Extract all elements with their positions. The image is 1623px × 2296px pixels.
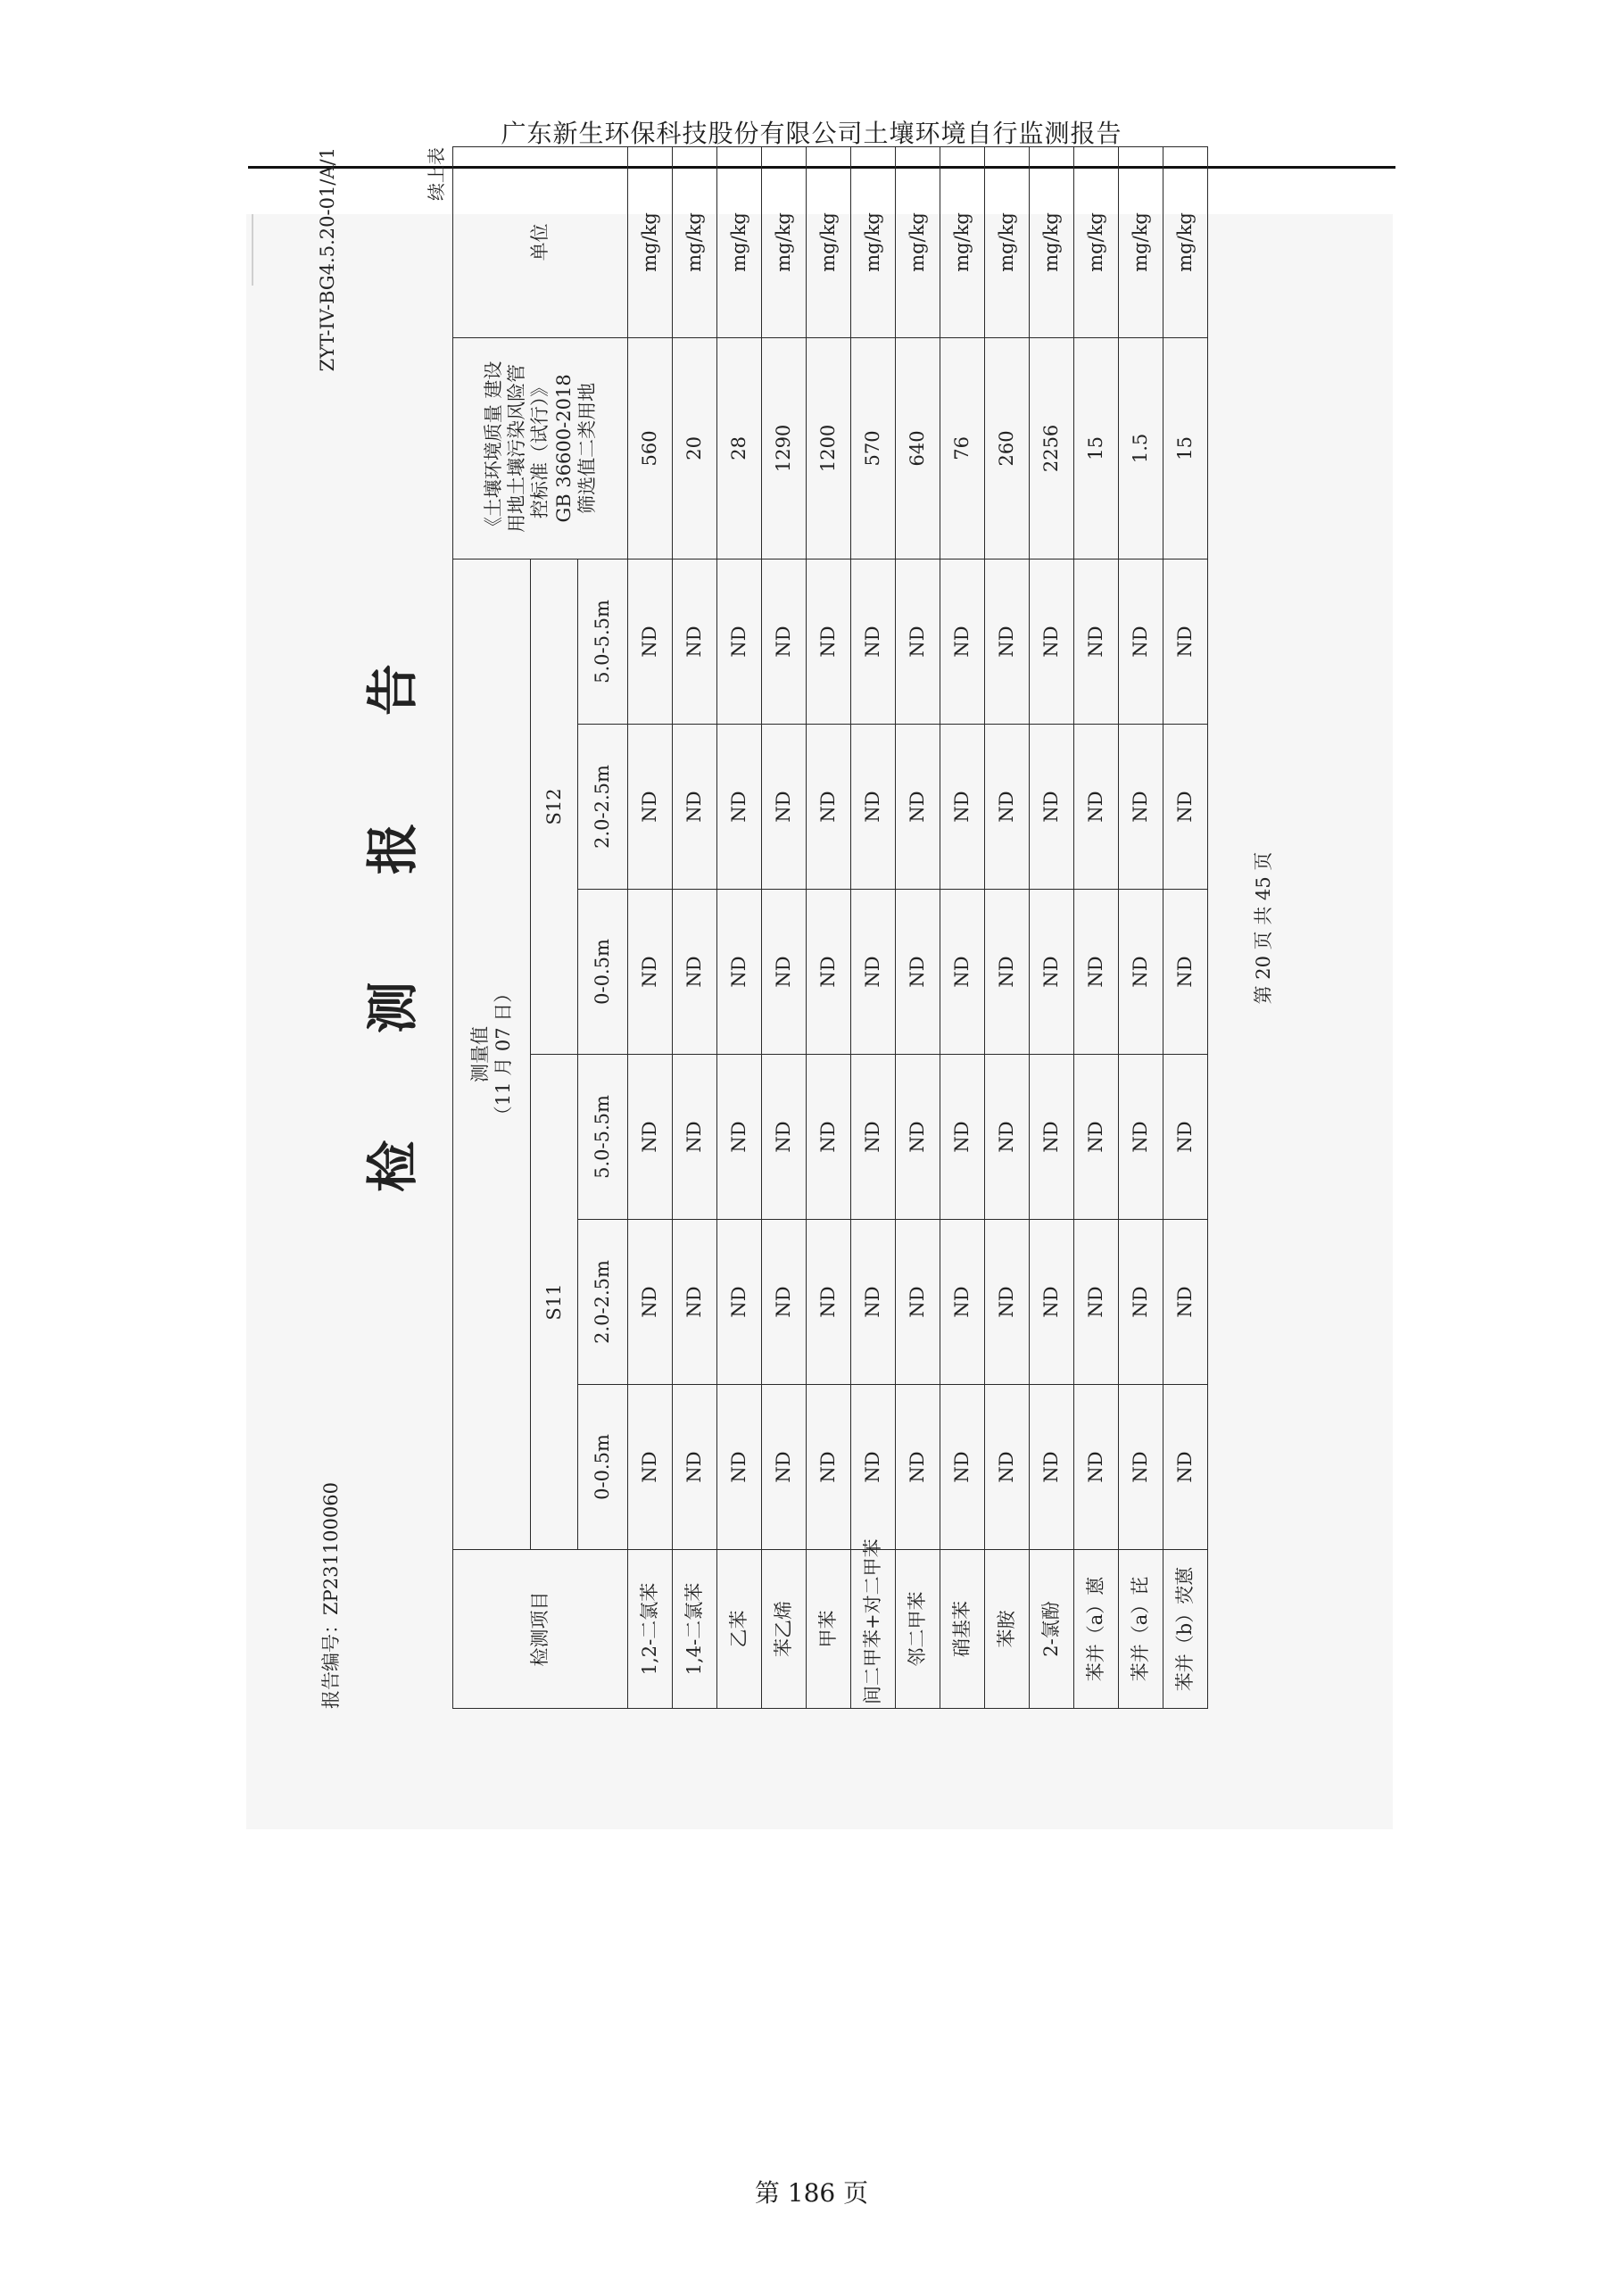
cell-value: ND (1119, 890, 1163, 1055)
header-measured-label: 测量值 (468, 1025, 491, 1082)
header-depth: 2.0-2.5m (578, 725, 628, 890)
header-depth: 0-0.5m (578, 890, 628, 1055)
header-measured (453, 559, 531, 1549)
page-header-title: 广东新生环保科技股份有限公司土壤环境自行监测报告 (501, 119, 1122, 148)
cell-value: ND (673, 1385, 717, 1550)
cell-value: ND (717, 1055, 762, 1220)
cell-item: 苯并（a）芘 (1119, 1550, 1163, 1709)
cell-value: ND (896, 1385, 940, 1550)
cell-value: ND (1074, 1220, 1119, 1385)
cell-unit: mg/kg (1030, 146, 1074, 337)
cell-standard: 570 (851, 337, 896, 559)
report-number: 报告编号：ZP231100060 (320, 1482, 342, 1709)
cell-standard: 76 (940, 337, 985, 559)
cell-value: ND (1163, 1385, 1208, 1550)
continued-note: 续上表 (426, 147, 447, 201)
cell-value: ND (985, 1385, 1030, 1550)
cell-standard: 20 (673, 337, 717, 559)
cell-value: ND (762, 725, 807, 890)
standard-line: 用地土壤污染风险管 (506, 363, 528, 533)
cell-value: ND (1074, 1055, 1119, 1220)
cell-value: ND (762, 1385, 807, 1550)
cell-unit: mg/kg (1163, 146, 1208, 337)
cell-value: ND (807, 559, 851, 724)
cell-value: ND (896, 1220, 940, 1385)
cell-item: 苯胺 (985, 1550, 1030, 1709)
cell-value: ND (1074, 1385, 1119, 1550)
cell-standard: 1.5 (1119, 337, 1163, 559)
cell-value: ND (1163, 725, 1208, 890)
cell-value: ND (1074, 890, 1119, 1055)
header-depth: 5.0-5.5m (578, 1055, 628, 1220)
cell-standard: 15 (1163, 337, 1208, 559)
cell-value: ND (807, 1385, 851, 1550)
cell-value: ND (628, 1220, 673, 1385)
cell-value: ND (673, 559, 717, 724)
standard-line: GB 36600-2018 (552, 374, 575, 523)
cell-value: ND (940, 725, 985, 890)
cell-unit: mg/kg (1074, 146, 1119, 337)
table-row (673, 146, 717, 1708)
cell-value: ND (762, 890, 807, 1055)
table-row (628, 146, 673, 1708)
cell-value: ND (628, 559, 673, 724)
cell-standard: 2256 (1030, 337, 1074, 559)
cell-value: ND (807, 1220, 851, 1385)
cell-value: ND (1119, 1385, 1163, 1550)
cell-value: ND (717, 1220, 762, 1385)
cell-value: ND (851, 890, 896, 1055)
table-body (628, 146, 1208, 1708)
cell-value: ND (673, 1055, 717, 1220)
sheet-page-indicator: 第 20 页 共 45 页 (1253, 851, 1274, 1005)
cell-item: 苯并（b）荧蒽 (1163, 1550, 1208, 1709)
cell-value: ND (762, 559, 807, 724)
cell-value: ND (940, 1055, 985, 1220)
cell-value: ND (807, 725, 851, 890)
header-measured-date: （11 月 07 日） (493, 983, 514, 1125)
cell-unit: mg/kg (985, 146, 1030, 337)
cell-value: ND (1030, 1385, 1074, 1550)
cell-unit: mg/kg (807, 146, 851, 337)
header-site-s12: S12 (531, 559, 578, 1054)
cell-unit: mg/kg (762, 146, 807, 337)
cell-value: ND (940, 890, 985, 1055)
cell-value: ND (896, 1055, 940, 1220)
table-row (717, 146, 762, 1708)
cell-value: ND (896, 559, 940, 724)
table-row (1163, 146, 1208, 1708)
cell-value: ND (985, 1055, 1030, 1220)
header-depth: 2.0-2.5m (578, 1220, 628, 1385)
cell-value: ND (940, 1220, 985, 1385)
table-row (1119, 146, 1163, 1708)
cell-value: ND (807, 890, 851, 1055)
cell-value: ND (762, 1220, 807, 1385)
header-depth: 5.0-5.5m (578, 559, 628, 724)
cell-value: ND (985, 725, 1030, 890)
cell-value: ND (628, 1385, 673, 1550)
cell-value: ND (985, 890, 1030, 1055)
report-title: 检测报告 (362, 557, 423, 1193)
cell-item: 间二甲苯+对二甲苯 (851, 1550, 896, 1709)
standard-line: 控标准（试行）》 (529, 377, 551, 519)
cell-unit: mg/kg (896, 146, 940, 337)
cell-value: ND (1030, 890, 1074, 1055)
cell-value: ND (851, 1220, 896, 1385)
cell-item: 邻二甲苯 (896, 1550, 940, 1709)
cell-value: ND (1163, 1055, 1208, 1220)
document-code: ZYT-IV-BG4.5.20-01/A/1 (317, 147, 338, 372)
cell-unit: mg/kg (940, 146, 985, 337)
cell-unit: mg/kg (628, 146, 673, 337)
table-row (851, 146, 896, 1708)
header-standard (453, 337, 628, 559)
cell-value: ND (851, 559, 896, 724)
cell-standard: 560 (628, 337, 673, 559)
cell-value: ND (896, 890, 940, 1055)
cell-value: ND (896, 725, 940, 890)
cell-standard: 260 (985, 337, 1030, 559)
cell-value: ND (1163, 559, 1208, 724)
cell-value: ND (1074, 559, 1119, 724)
cell-value: ND (1030, 1055, 1074, 1220)
cell-value: ND (1030, 559, 1074, 724)
cell-item: 苯并（a）蒽 (1074, 1550, 1119, 1709)
cell-value: ND (1163, 1220, 1208, 1385)
cell-value: ND (717, 890, 762, 1055)
cell-unit: mg/kg (851, 146, 896, 337)
cell-item: 1,4-二氯苯 (673, 1550, 717, 1709)
cell-value: ND (628, 1055, 673, 1220)
cell-value: ND (985, 1220, 1030, 1385)
cell-value: ND (1030, 1220, 1074, 1385)
table-row (1074, 146, 1119, 1708)
page-number: 第 186 页 (754, 2178, 869, 2208)
cell-item: 1,2-二氯苯 (628, 1550, 673, 1709)
cell-value: ND (628, 890, 673, 1055)
table-row (762, 146, 807, 1708)
cell-value: ND (1119, 725, 1163, 890)
cell-item: 乙苯 (717, 1550, 762, 1709)
cell-value: ND (673, 890, 717, 1055)
cell-item: 苯乙烯 (762, 1550, 807, 1709)
cell-value: ND (673, 725, 717, 890)
measurement-table (452, 146, 1208, 1709)
cell-value: ND (1119, 1055, 1163, 1220)
header-item: 检测项目 (453, 1550, 628, 1709)
cell-unit: mg/kg (673, 146, 717, 337)
cell-standard: 15 (1074, 337, 1119, 559)
cell-value: ND (807, 1055, 851, 1220)
table-row (807, 146, 851, 1708)
cell-value: ND (1074, 725, 1119, 890)
cell-value: ND (717, 559, 762, 724)
cell-standard: 1200 (807, 337, 851, 559)
cell-standard: 28 (717, 337, 762, 559)
table-row (1030, 146, 1074, 1708)
cell-standard: 640 (896, 337, 940, 559)
cell-value: ND (1119, 559, 1163, 724)
cell-value: ND (1030, 725, 1074, 890)
cell-value: ND (851, 1055, 896, 1220)
cell-value: ND (717, 1385, 762, 1550)
header-site-s11: S11 (531, 1055, 578, 1550)
standard-line: 筛选值二类用地 (576, 382, 598, 514)
header-unit: 单位 (453, 146, 628, 337)
cell-value: ND (717, 725, 762, 890)
cell-value: ND (762, 1055, 807, 1220)
table-row (985, 146, 1030, 1708)
table-row (896, 146, 940, 1708)
header-depth: 0-0.5m (578, 1385, 628, 1550)
scan-edge-mark (252, 214, 253, 286)
cell-item: 硝基苯 (940, 1550, 985, 1709)
cell-value: ND (985, 559, 1030, 724)
rotated-report-sheet (317, 147, 1298, 1709)
cell-value: ND (940, 1385, 985, 1550)
cell-item: 甲苯 (807, 1550, 851, 1709)
cell-value: ND (940, 559, 985, 724)
table-row (940, 146, 985, 1708)
cell-value: ND (851, 725, 896, 890)
cell-item: 2-氯酚 (1030, 1550, 1074, 1709)
cell-unit: mg/kg (717, 146, 762, 337)
cell-standard: 1290 (762, 337, 807, 559)
cell-unit: mg/kg (1119, 146, 1163, 337)
cell-value: ND (628, 725, 673, 890)
cell-value: ND (851, 1385, 896, 1550)
standard-line: 《土壤环境质量 建设 (482, 361, 504, 536)
cell-value: ND (673, 1220, 717, 1385)
cell-value: ND (1119, 1220, 1163, 1385)
cell-value: ND (1163, 890, 1208, 1055)
